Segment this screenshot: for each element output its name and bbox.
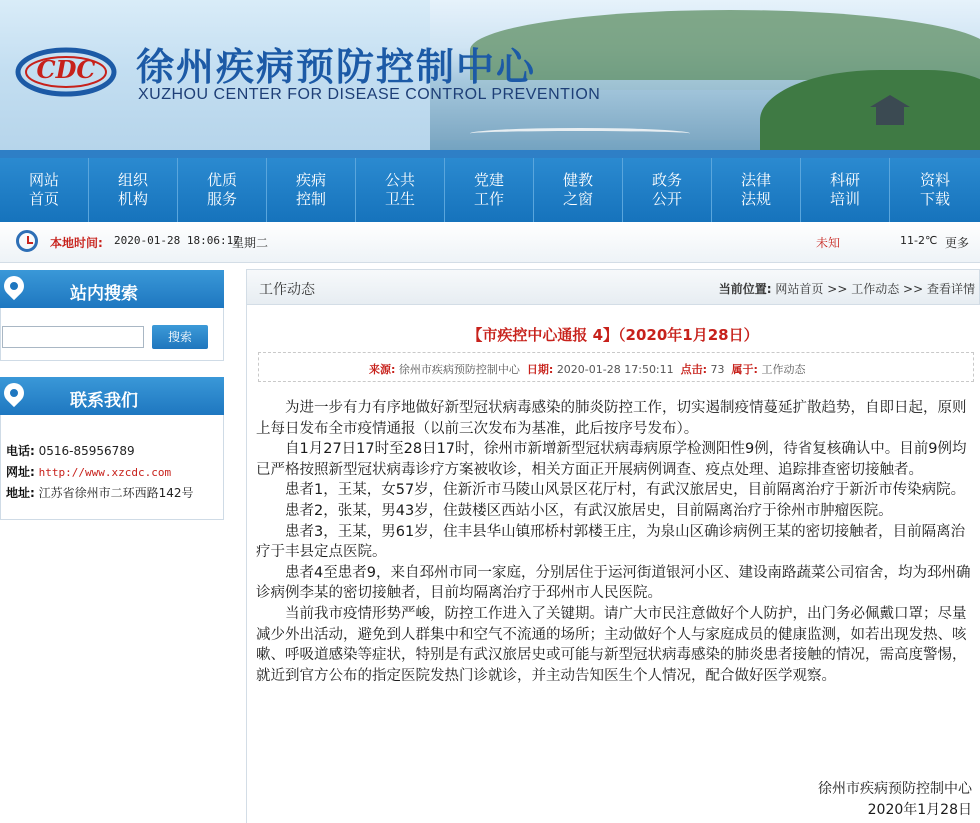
banner-bridge [470,128,690,139]
article-paragraph: 患者3，王某，男61岁，住丰县华山镇邢桥村郭楼王庄，为泉山区确诊病例王某的密切接触者，目前隔离治疗于丰县定点医院。 [256,523,966,561]
section-title: 工作动态 [259,282,315,298]
local-time-label: 本地时间: [50,236,103,250]
status-bar [0,222,980,263]
temperature: 11-2℃ [900,234,938,247]
article-title: 【市疾控中心通报 4】（2020年1月28日） [467,326,759,344]
nav-item-downloads[interactable] [890,158,980,222]
logo-text: CDC [36,55,96,84]
main-header [246,269,980,305]
nav-item-home[interactable] [0,158,89,222]
nav-item-public-health[interactable] [356,158,445,222]
nav-item-laws[interactable] [712,158,801,222]
header-banner [0,0,980,158]
nav-item-party-work[interactable] [445,158,534,222]
breadcrumb-section[interactable]: 工作动态 [851,282,900,296]
nav-item-research[interactable] [801,158,890,222]
website-link[interactable]: http://www.xzcdc.com [38,466,172,479]
meta-category-key: 属于: [731,363,758,376]
address-label: 地址: [6,486,35,500]
breadcrumb-label: 当前位置: [718,282,772,296]
nav-item-organization[interactable] [89,158,178,222]
nav-label: 公共卫生 [384,171,415,208]
nav-label: 政务公开 [651,171,682,208]
signature-org: 徐州市疾病预防控制中心 [818,781,972,797]
local-time: 2020-01-28 18:06:17 [114,234,240,247]
weather-more-link[interactable]: 更多 [945,236,970,250]
contact-address [6,484,194,501]
signature-date: 2020年1月28日 [867,802,972,818]
article-paragraph: 为进一步有力有序地做好新型冠状病毒感染的肺炎防控工作，切实遏制疫情蔓延扩散趋势，自即日起，原则上每日发布全市疫情通报（以前三次发布为基准，此后按序号发布）。 [256,400,967,437]
article-meta [258,352,974,382]
article-content [256,398,974,686]
meta-source-key: 来源: [369,363,396,376]
article-paragraph: 患者2，张某，男43岁，住鼓楼区西站小区，有武汉旅居史，目前隔离治疗于徐州市肿瘤医院。 [285,502,893,519]
meta-clicks-key: 点击: [680,363,708,376]
article-paragraph: 当前我市疫情形势严峻，防控工作进入了关键期。请广大市民注意做好个人防护，出门务必佩戴口罩；尽量减少外出活动，避免到人群集中和空气不流通的场所；主动做好个人与家庭成员的健康监测，如若出现发热、咳嗽、呼吸道感染等症状，特别是有武汉旅居史或可能与新型冠状病毒感染的肺炎患者接触的情况，需高度警惕，就近到官方公布的指定医院发热门诊就诊，并主动告知医生个人情况，配合做好医学观察。 [256,605,967,684]
meta-date-key: 日期: [526,363,554,376]
nav-label: 网站首页 [28,171,59,208]
phone-value: 0516-85956789 [38,444,135,458]
nav-label: 科研培训 [829,171,860,208]
location-pin-icon [0,379,28,407]
nav-item-health-education[interactable] [534,158,623,222]
contact-panel-title: 联系我们 [70,391,138,411]
search-panel-title: 站内搜索 [70,284,138,304]
contact-panel-header [0,377,224,415]
search-button[interactable]: 搜索 [152,325,208,349]
cdc-logo-icon [14,38,118,100]
phone-label: 电话: [6,444,35,458]
url-label: 网址: [6,465,35,479]
nav-label: 健教之窗 [562,171,593,208]
article-paragraph: 患者4至患者9，来自邳州市同一家庭，分别居住于运河街道银河小区、建设南路蔬菜公司宿舍，均为邳州确诊病例李某的密切接触者，目前均隔离治疗于邳州市人民医院。 [256,564,971,602]
meta-clicks: 73 [710,363,725,376]
article-paragraph: 自1月27日17时至28日17时，徐州市新增新型冠状病毒病原学检测阳性9例，待省复核确认中。目前9例均已严格按照新型冠状病毒诊疗方案被收诊，相关方面正开展病例调查、疫点处理、追踪排查密切接触者。 [256,441,967,478]
nav-label: 法律法规 [740,171,771,208]
breadcrumb [719,280,975,297]
article-paragraph: 患者1，王某，女57岁，住新沂市马陵山风景区花厅村，有武汉旅居史，目前隔离治疗于新沂市传染病院。 [285,482,966,499]
nav-label: 资料下载 [919,171,950,208]
clock-icon [16,230,38,252]
main-nav [0,158,980,222]
site-search-input[interactable] [2,326,144,348]
breadcrumb-separator: >> [903,282,924,296]
location-pin-icon [0,272,28,300]
weather-status: 未知 [816,236,841,250]
meta-source: 徐州市疾病预防控制中心 [398,363,520,376]
search-panel-header [0,270,224,308]
breadcrumb-current: 查看详情 [926,282,975,296]
contact-phone [6,442,135,459]
address-value: 江苏省徐州市二环西路142号 [38,486,194,500]
nav-label: 党建工作 [473,171,504,208]
nav-label: 优质服务 [206,171,237,208]
meta-date: 2020-01-28 17:50:11 [556,363,674,376]
nav-item-services[interactable] [178,158,267,222]
breadcrumb-home[interactable]: 网站首页 [775,282,824,296]
nav-item-gov-affairs[interactable] [623,158,712,222]
breadcrumb-separator: >> [827,282,848,296]
nav-label: 疾病控制 [295,171,326,208]
meta-category[interactable]: 工作动态 [761,363,806,376]
site-title: 徐州疾病预防控制中心 [136,45,537,89]
site-subtitle: XUZHOU CENTER FOR DISEASE CONTROL PREVENTION [138,86,601,103]
nav-label: 组织机构 [117,171,148,208]
nav-item-disease-control[interactable] [267,158,356,222]
contact-url [6,463,171,480]
weekday: 星期二 [232,236,269,250]
banner-divider [0,150,980,158]
